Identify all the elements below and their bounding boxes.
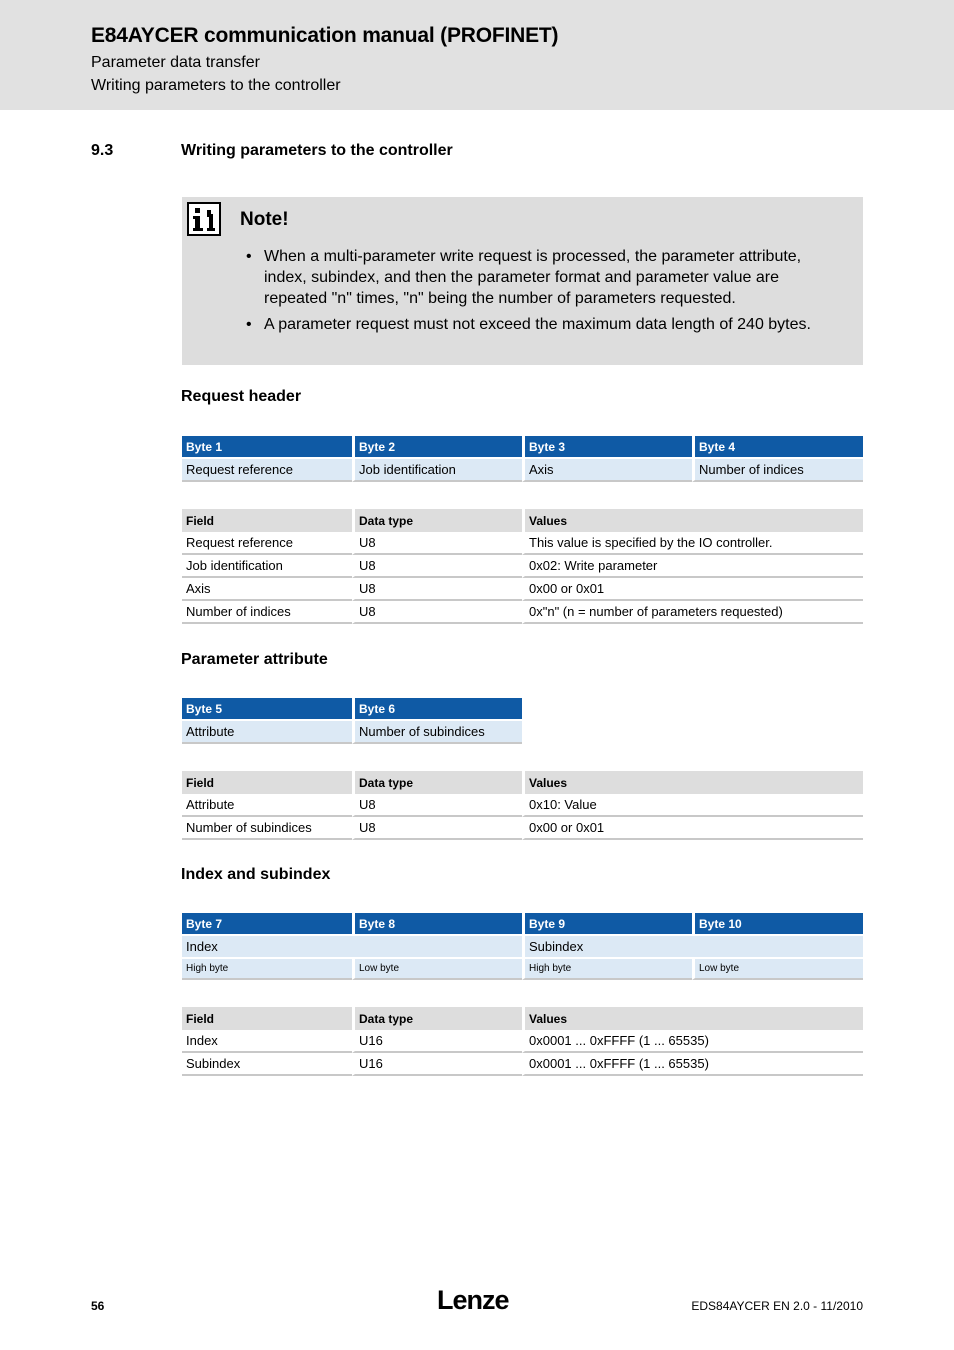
- table-row: [182, 601, 863, 624]
- field-cell: Axis: [182, 578, 352, 601]
- byte-header: Byte 10: [692, 913, 863, 936]
- byte-sub-value: Low byte: [692, 959, 863, 980]
- note-item: [244, 314, 844, 335]
- field-cell: Subindex: [182, 1053, 352, 1076]
- lenze-logo: [436, 1285, 518, 1315]
- table-row: [182, 1053, 863, 1076]
- index-subindex-heading: Index and subindex: [181, 866, 331, 883]
- datatype-cell: U8: [352, 601, 522, 624]
- values-cell: This value is specified by the IO controller.: [522, 532, 863, 555]
- table-row: [182, 817, 863, 840]
- values-cell: 0x02: Write parameter: [522, 555, 863, 578]
- column-header: Values: [522, 509, 863, 532]
- byte-sub-value: Low byte: [352, 959, 522, 980]
- column-header: Data type: [352, 771, 522, 794]
- datatype-cell: U8: [352, 532, 522, 555]
- byte-header: Byte 4: [692, 436, 863, 459]
- page-number: 56: [91, 1299, 105, 1313]
- column-header: Data type: [352, 1007, 522, 1030]
- byte-value: Attribute: [182, 721, 352, 744]
- values-cell: 0x"n" (n = number of parameters requested): [522, 601, 863, 624]
- byte-header: Byte 6: [352, 698, 522, 721]
- byte-header: Byte 9: [522, 913, 692, 936]
- document-title: E84AYCER communication manual (PROFINET): [91, 24, 559, 47]
- field-cell: Attribute: [182, 794, 352, 817]
- section-title: Writing parameters to the controller: [181, 142, 453, 159]
- byte-value: Request reference: [182, 459, 352, 482]
- byte-sub-value: High byte: [182, 959, 352, 980]
- column-header: Field: [182, 509, 352, 532]
- datatype-cell: U16: [352, 1053, 522, 1076]
- datatype-cell: U8: [352, 578, 522, 601]
- field-cell: Request reference: [182, 532, 352, 555]
- byte-header: Byte 7: [182, 913, 352, 936]
- index-subindex-byte-table: [182, 913, 863, 980]
- column-header: Values: [522, 1007, 863, 1030]
- field-cell: Index: [182, 1030, 352, 1053]
- datatype-cell: U8: [352, 817, 522, 840]
- values-cell: 0x00 or 0x01: [522, 578, 863, 601]
- table-row: [182, 1030, 863, 1053]
- byte-header: Byte 5: [182, 698, 352, 721]
- column-header: Data type: [352, 509, 522, 532]
- index-subindex-field-table: [182, 1007, 863, 1076]
- request-header-field-table: [182, 509, 863, 624]
- parameter-attribute-field-table: [182, 771, 863, 840]
- note-box: [182, 197, 863, 365]
- parameter-attribute-heading: Parameter attribute: [181, 651, 328, 668]
- note-title: Note!: [240, 209, 289, 230]
- table-row: [182, 578, 863, 601]
- byte-sub-value: High byte: [522, 959, 692, 980]
- datatype-cell: U16: [352, 1030, 522, 1053]
- values-cell: 0x10: Value: [522, 794, 863, 817]
- table-row: [182, 794, 863, 817]
- section-number: 9.3: [91, 142, 114, 159]
- note-list: [244, 246, 844, 340]
- field-cell: Job identification: [182, 555, 352, 578]
- info-icon: [187, 202, 221, 236]
- byte-header: Byte 8: [352, 913, 522, 936]
- document-id: EDS84AYCER EN 2.0 - 11/2010: [691, 1299, 863, 1313]
- column-header: Values: [522, 771, 863, 794]
- byte-header: Byte 3: [522, 436, 692, 459]
- values-cell: 0x00 or 0x01: [522, 817, 863, 840]
- field-cell: Number of subindices: [182, 817, 352, 840]
- byte-group-value: Index: [182, 936, 522, 959]
- values-cell: 0x0001 ... 0xFFFF (1 ... 65535): [522, 1053, 863, 1076]
- request-header-byte-table: [182, 436, 863, 482]
- breadcrumb-section: Writing parameters to the controller: [91, 77, 341, 94]
- byte-header: Byte 2: [352, 436, 522, 459]
- byte-value: Number of indices: [692, 459, 863, 482]
- column-header: Field: [182, 1007, 352, 1030]
- byte-value: Axis: [522, 459, 692, 482]
- note-item-text: A parameter request must not exceed the maximum data length of 240 bytes.: [264, 316, 811, 333]
- parameter-attribute-byte-table: [182, 698, 522, 744]
- column-header: Field: [182, 771, 352, 794]
- byte-value: Job identification: [352, 459, 522, 482]
- note-item: [244, 246, 844, 309]
- note-item-text: When a multi-parameter write request is processed, the parameter attribute, index, subindex, and then the parameter format and parameter value are repeated "n" times, "n" being the number of parameters requested.: [264, 248, 802, 307]
- svg-text:Lenze: Lenze: [437, 1285, 509, 1315]
- field-cell: Number of indices: [182, 601, 352, 624]
- datatype-cell: U8: [352, 794, 522, 817]
- request-header-heading: Request header: [181, 388, 302, 405]
- datatype-cell: U8: [352, 555, 522, 578]
- values-cell: 0x0001 ... 0xFFFF (1 ... 65535): [522, 1030, 863, 1053]
- breadcrumb-chapter: Parameter data transfer: [91, 54, 260, 71]
- byte-header: Byte 1: [182, 436, 352, 459]
- byte-group-value: Subindex: [522, 936, 863, 959]
- table-row: [182, 532, 863, 555]
- table-row: [182, 555, 863, 578]
- bullet: •: [246, 248, 252, 265]
- bullet: •: [246, 316, 252, 333]
- byte-value: Number of subindices: [352, 721, 522, 744]
